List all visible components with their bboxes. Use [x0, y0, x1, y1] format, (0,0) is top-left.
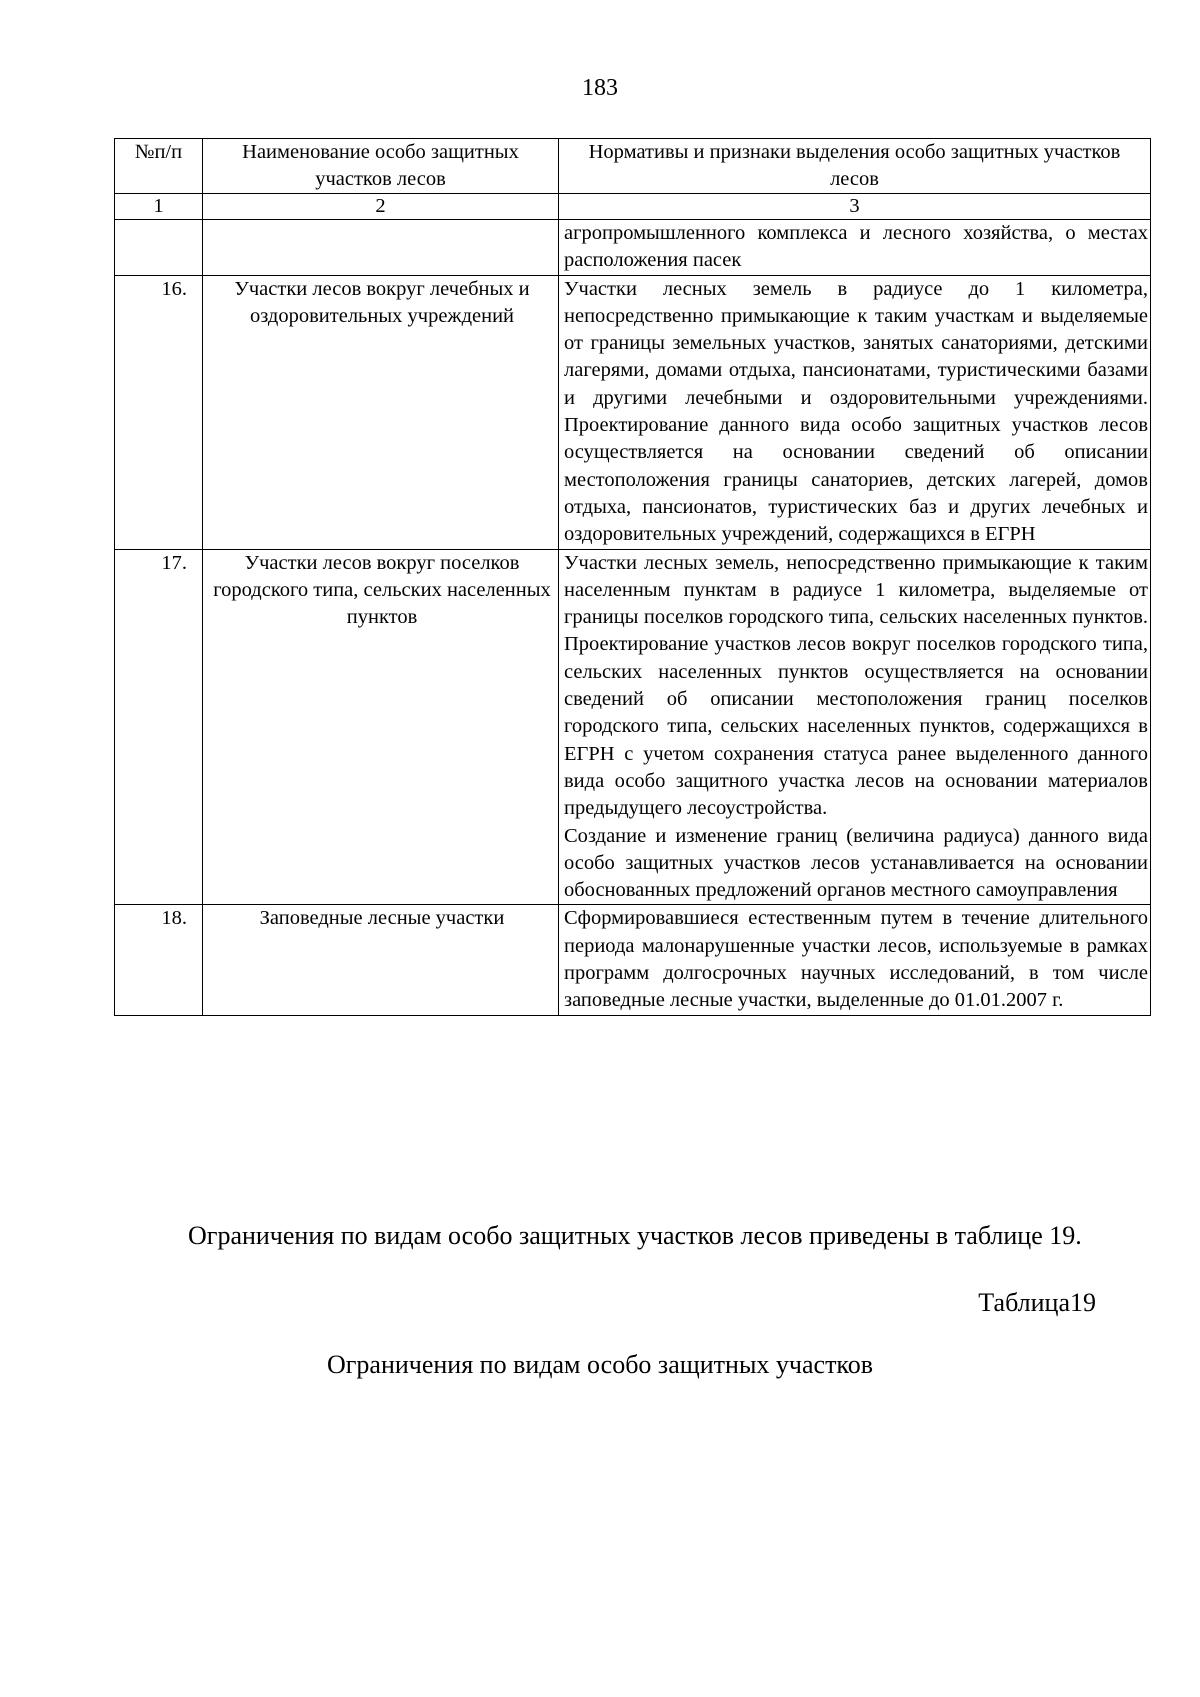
body-paragraph: Ограничения по видам особо защитных участков лесов приведены в таблице 19.: [188, 1221, 1082, 1250]
header-norms: Нормативы и признаки выделения особо защитных участков лесов: [559, 139, 1151, 194]
norms-table: [114, 138, 1151, 1016]
row-number: 16.: [115, 275, 203, 549]
row-number: 18.: [115, 905, 203, 1015]
description-paragraph: Участки лесных земель в радиусе до 1 километра, непосредственно примыкающие к таким участкам и выделяемые от границы земельных участков, занятых санаториями, детскими лагерями, домами отдыха, пансионатами, туристическими базами и другими лечебными и оздоровительными учреждениями. Проектирование данного вида особо защитных участков лесов осуществляется на основании сведений об описании местоположения границы санаториев, детских лагерей, домов отдыха, пансионатов, туристических баз и других лечебных и оздоровительных учреждений, содержащихся в ЕГРН: [564, 277, 1148, 546]
page-number: 183: [582, 75, 618, 101]
row-description: [559, 549, 1151, 905]
row-name: [203, 220, 559, 276]
column-numbers-row: [115, 194, 1151, 220]
description-paragraph: Сформировавшиеся естественным путем в течение длительного периода малонарушенные участки лесов, используемые в рамках программ долгосрочных научных исследований, в том числе заповедные лесные участки, выделенные до 01.01.2007 г.: [564, 907, 1148, 1012]
table-caption: Ограничения по видам особо защитных участков: [326, 1350, 874, 1379]
description-paragraph: агропромышленного комплекса и лесного хозяйства, о местах расположения пасек: [564, 222, 1148, 272]
header-name: Наименование особо защитных участков лесов: [203, 139, 559, 194]
header-num: №п/п: [115, 139, 203, 194]
column-number: 3: [559, 194, 1151, 220]
table-header-row: [115, 139, 1151, 194]
row-name: Заповедные лесные участки: [203, 905, 559, 1015]
row-name: Участки лесов вокруг лечебных и оздоровительных учреждений: [203, 275, 559, 549]
description-paragraph: Участки лесных земель, непосредственно примыкающие к таким населенным пунктам в радиусе 1 километра, выделяемые от границы поселков городского типа, сельских населенных пунктов. Проектирование участков лесов вокруг поселков городского типа, сельских населенных пунктов осуществляется на основании сведений об описании местоположения границ поселков городского типа, сельских населенных пунктов, содержащихся в ЕГРН с учетом сохранения статуса ранее выделенного данного вида особо защитного участка лесов на основании материалов предыдущего лесоустройства.: [564, 551, 1148, 820]
description-paragraph: Создание и изменение границ (величина радиуса) данного вида особо защитных участков лесов устанавливается на основании обоснованных предложений органов местного самоуправления: [564, 824, 1148, 902]
row-number: [115, 220, 203, 276]
table-row: [115, 549, 1151, 905]
table-row: [115, 905, 1151, 1015]
row-description: [559, 275, 1151, 549]
row-name: Участки лесов вокруг поселков городского типа, сельских населенных пунктов: [203, 549, 559, 905]
column-number: 1: [115, 194, 203, 220]
column-number: 2: [203, 194, 559, 220]
table-row: [115, 275, 1151, 549]
row-description: [559, 905, 1151, 1015]
table-row: [115, 220, 1151, 276]
row-number: 17.: [115, 549, 203, 905]
table-label: Таблица19: [978, 1288, 1096, 1317]
row-description: [559, 220, 1151, 276]
